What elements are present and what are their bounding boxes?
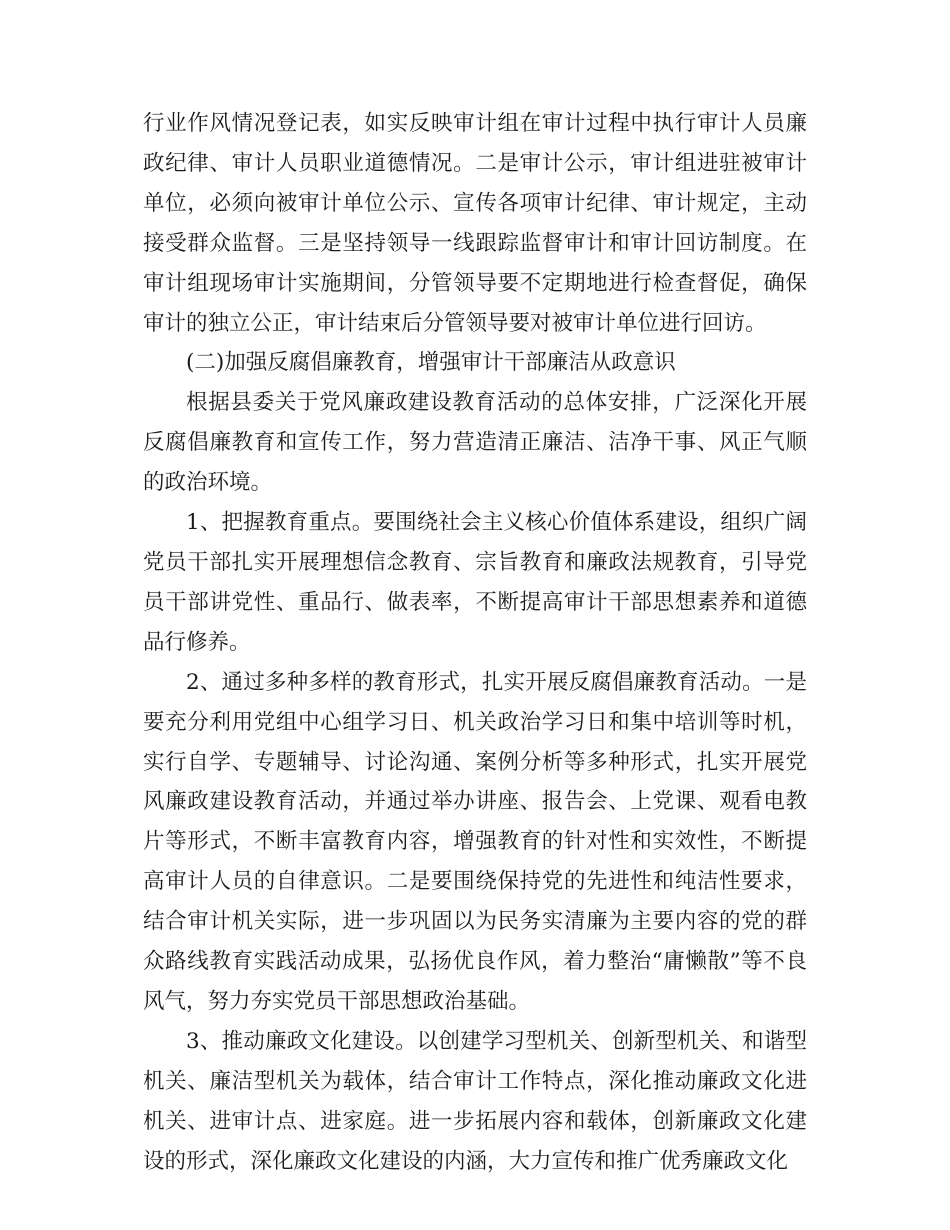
- paragraph-continuation: 行业作风情况登记表，如实反映审计组在审计过程中执行审计人员廉政纪律、审计人员职业道德情况。二是审计公示，审计组进驻被审计单位，必须向被审计单位公示、宣传各项审计纪律、审计规定，主动接受群众监督。三是坚持领导一线跟踪监督审计和审计回访制度。在审计组现场审计实施期间，分管领导要不定期地进行检查督促，确保审计的独立公正，审计结束后分管领导要对被审计单位进行回访。: [143, 111, 807, 336]
- paragraph-item-1: 1、把握教育重点。要围绕社会主义核心价值体系建设，组织广阔党员干部扎实开展理想信念教育、宗旨教育和廉政法规教育，引导党员干部讲党性、重品行、做表率，不断提高审计干部思想素养和道德品行修养。: [143, 510, 807, 655]
- document-body: [143, 104, 807, 1181]
- section-heading: (二)加强反腐倡廉教育，增强审计干部廉洁从政意识: [186, 350, 676, 376]
- paragraph-intro: 根据县委关于党风廉政建设教育活动的总体安排，广泛深化开展反腐倡廉教育和宣传工作，努力营造清正廉洁、洁净干事、风正气顺的政治环境。: [143, 390, 807, 496]
- paragraph-item-2: 2、通过多种多样的教育形式，扎实开展反腐倡廉教育活动。一是要充分利用党组中心组学习日、机关政治学习日和集中培训等时机，实行自学、专题辅导、讨论沟通、案例分析等多种形式，扎实开展党风廉政建设教育活动，并通过举办讲座、报告会、上党课、观看电教片等形式，不断丰富教育内容，增强教育的针对性和实效性，不断提高审计人员的自律意识。二是要围绕保持党的先进性和纯洁性要求，结合审计机关实际，进一步巩固以为民务实清廉为主要内容的党的群众路线教育实践活动成果，弘扬优良作风，着力整治“庸懒散”等不良风气，努力夯实党员干部思想政治基础。: [143, 669, 807, 1014]
- paragraph-item-3: 3、推动廉政文化建设。以创建学习型机关、创新型机关、和谐型机关、廉洁型机关为载体，结合审计工作特点，深化推动廉政文化进机关、进审计点、进家庭。进一步拓展内容和载体，创新廉政文化建设的形式，深化廉政文化建设的内涵，大力宣传和推广优秀廉政文化: [143, 1028, 807, 1174]
